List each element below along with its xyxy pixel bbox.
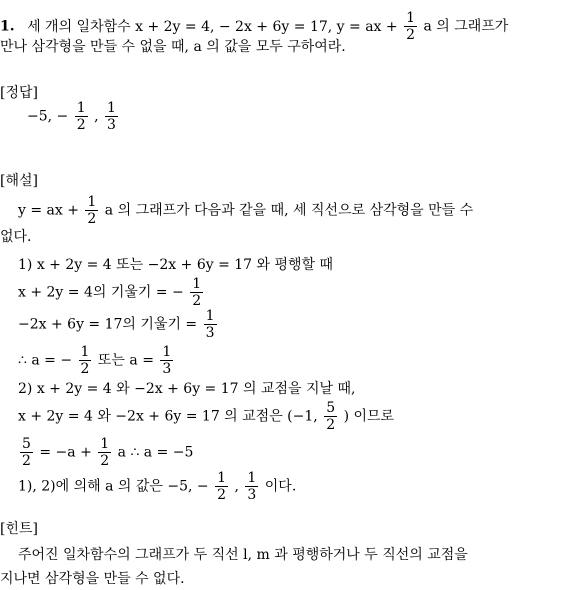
explanation-line-1 <box>18 194 473 227</box>
explanation-text: x + 2y = 4의 기울기 = − <box>18 284 184 301</box>
answer-fraction-2 <box>105 100 118 133</box>
fraction-numerator: 1 <box>100 436 110 452</box>
explanation-header: [해설] <box>0 173 38 189</box>
explanation-text: x + 2y = 4 와 −2x + 6y = 17 의 교점은 (−1, <box>18 408 318 425</box>
explanation-fraction <box>79 344 92 377</box>
fraction-denominator: 2 <box>76 117 86 133</box>
fraction-numerator: 5 <box>22 436 31 452</box>
explanation-line-3: 1) x + 2y = 4 또는 −2x + 6y = 17 와 평행할 때 <box>18 257 334 273</box>
fraction-denominator: 3 <box>107 117 116 133</box>
explanation-text: y = ax + <box>18 202 79 219</box>
fraction-numerator: 1 <box>76 100 86 116</box>
explanation-text: = −a + <box>39 444 92 461</box>
fraction-denominator: 3 <box>162 361 172 377</box>
problem-text-b: a 의 그래프가 <box>423 18 509 35</box>
fraction-numerator: 1 <box>162 344 172 360</box>
hint-line-1: 주어진 일차함수의 그래프가 두 직선 l, m 과 평행하거나 두 직선의 교점을 <box>18 547 468 563</box>
fraction-denominator: 2 <box>326 417 336 433</box>
explanation-line-10 <box>18 470 296 503</box>
fraction-numerator: 1 <box>247 470 257 486</box>
explanation-line-8 <box>18 400 394 433</box>
explanation-line-2: 없다. <box>0 229 32 245</box>
problem-number: 1. <box>0 18 15 35</box>
fraction-numerator: 1 <box>107 100 116 116</box>
fraction-numerator: 1 <box>205 308 215 324</box>
explanation-fraction <box>20 436 33 469</box>
problem-line-2: 만나 삼각형을 만들 수 없을 때, a 의 값을 모두 구하여라. <box>0 39 346 55</box>
answer-separator: , <box>94 108 99 125</box>
explanation-text: a ∴ a = −5 <box>117 444 194 461</box>
problem-fraction <box>404 10 417 43</box>
problem-text-a: 세 개의 일차함수 x + 2y = 4, − 2x + 6y = 17, y = ax + <box>27 18 398 35</box>
fraction-numerator: 1 <box>217 470 227 486</box>
explanation-line-7: 2) x + 2y = 4 와 −2x + 6y = 17 의 교점을 지날 때, <box>18 381 356 397</box>
hint-header: [힌트] <box>0 521 38 537</box>
explanation-text: 또는 a = <box>97 352 154 369</box>
explanation-fraction <box>324 400 337 433</box>
fraction-denominator: 2 <box>80 361 90 377</box>
explanation-text: 1), 2)에 의해 a 의 값은 −5, − <box>18 478 209 495</box>
explanation-line-6 <box>18 344 175 377</box>
explanation-separator: , <box>234 478 239 495</box>
fraction-numerator: 1 <box>192 276 202 292</box>
answer-line <box>27 100 120 133</box>
fraction-numerator: 5 <box>326 400 336 416</box>
explanation-line-9 <box>18 436 193 469</box>
fraction-denominator: 2 <box>87 211 97 227</box>
explanation-text: 이다. <box>264 478 297 495</box>
fraction-denominator: 2 <box>406 27 415 43</box>
explanation-fraction <box>215 470 228 503</box>
explanation-fraction <box>98 436 111 469</box>
fraction-denominator: 2 <box>192 293 202 309</box>
explanation-fraction <box>160 344 173 377</box>
explanation-fraction <box>204 308 217 341</box>
answer-header: [정답] <box>0 85 38 101</box>
hint-line-2: 지나면 삼각형을 만들 수 없다. <box>0 571 185 587</box>
fraction-denominator: 3 <box>205 325 215 341</box>
explanation-line-4 <box>18 276 205 309</box>
explanation-text: ∴ a = − <box>18 352 73 369</box>
fraction-numerator: 1 <box>80 344 90 360</box>
explanation-text: −2x + 6y = 17의 기울기 = <box>18 316 198 333</box>
explanation-fraction <box>190 276 203 309</box>
fraction-numerator: 1 <box>406 10 415 26</box>
explanation-text: ) 이므로 <box>343 408 395 425</box>
explanation-line-5 <box>18 308 219 341</box>
fraction-denominator: 3 <box>247 487 257 503</box>
fraction-denominator: 2 <box>217 487 227 503</box>
fraction-numerator: 1 <box>87 194 97 210</box>
fraction-denominator: 2 <box>22 453 31 469</box>
answer-fraction-1 <box>75 100 88 133</box>
explanation-text: a 의 그래프가 다음과 같을 때, 세 직선으로 삼각형을 만들 수 <box>104 202 474 219</box>
explanation-fraction <box>245 470 258 503</box>
fraction-denominator: 2 <box>100 453 110 469</box>
answer-text-a: −5, − <box>27 108 69 125</box>
explanation-fraction <box>85 194 98 227</box>
